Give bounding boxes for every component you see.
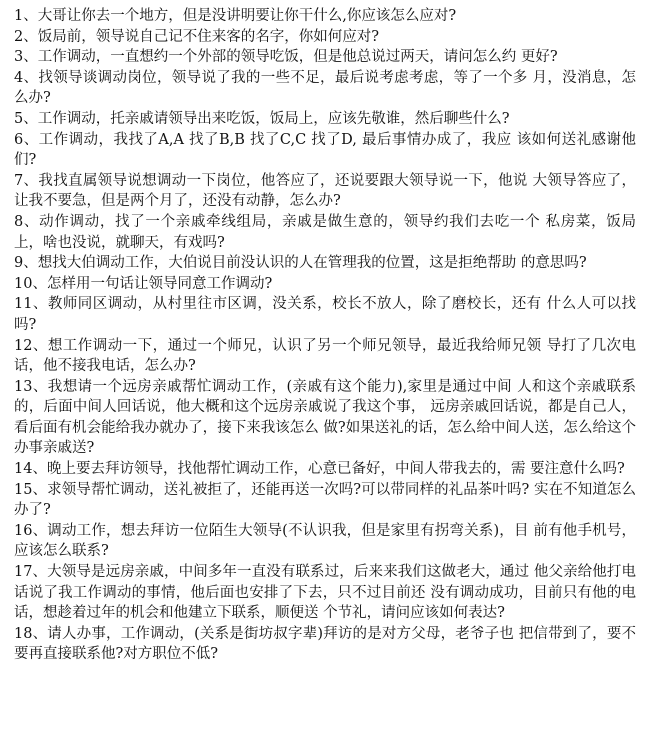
list-item: 4、找领导谈调动岗位，领导说了我的一些不足，最后说考虑考虑，等了一个多 月，没消息，怎么办? bbox=[14, 69, 636, 107]
list-item: 3、工作调动，一直想约一个外部的领导吃饭，但是他总说过两天，请问怎么约 更好? bbox=[14, 49, 558, 66]
list-item: 2、饭局前，领导说自己记不住来客的名字，你如何应对? bbox=[14, 28, 379, 45]
list-item: 15、求领导帮忙调动，送礼被拒了，还能再送一次吗?可以带同样的礼品茶叶吗? 实在不知道怎么办了? bbox=[14, 481, 636, 519]
list-item: 11、教师同区调动，从村里往市区调，没关系，校长不放人，除了磨校长，还有 什么人可以找吗? bbox=[14, 296, 636, 333]
list-item: 14、晚上要去拜访领导，找他帮忙调动工作，心意已备好，中间人带我去的，需 要注意什么吗? bbox=[14, 461, 625, 478]
list-item: 16、调动工作，想去拜访一位陌生大领导(不认识我，但是家里有拐弯关系)，目 前有他手机号，应该怎么联系? bbox=[14, 522, 636, 560]
list-item: 12、想工作调动一下，通过一个师兄，认识了另一个师兄领导，最近我给师兄领 导打了几次电话，他不接我电话，怎么办? bbox=[14, 337, 636, 375]
list-item: 10、怎样用一句话让领导同意工作调动? bbox=[14, 275, 273, 292]
list-item: 13、我想请一个远房亲戚帮忙调动工作，(亲戚有这个能力),家里是通过中间 人和这个亲戚联系的，后面中间人回话说，他大概和这个远房亲戚说了我这个事， 远房亲戚回话说，都是自己人，看后面有机会能给我办就办了，接下来我该怎么 做?如果送礼的话，怎么给中间人送，怎么给这个办事亲戚送? bbox=[14, 378, 636, 457]
list-item: 7、我找直属领导说想调动一下岗位，他答应了，还说要跟大领导说一下，他说 大领导答应了，让我不要急，但是两个月了，还没有动静，怎么办? bbox=[14, 172, 636, 210]
list-item: 6、工作调动，我找了A,A 找了B,B 找了C,C 找了D, 最后事情办成了，我应 该如何送礼感谢他们? bbox=[14, 131, 636, 169]
list-item: 18、请人办事，工作调动，(关系是街坊叔字辈)拜访的是对方父母，老爷子也 把信带到了，要不要再直接联系他?对方职位不低? bbox=[14, 625, 636, 663]
list-item: 17、大领导是远房亲戚，中间多年一直没有联系过，后来来我们这做老大，通过 他父亲给他打电话说了我工作调动的事情，他后面也安排了下去，只不过目前还 没有调动成功，目前只有他的电话，想趁着过年的机会和他建立下联系，顺便送 个节礼，请问应该如何表达? bbox=[14, 564, 636, 622]
list-item: 8、动作调动，找了一个亲戚牵线组局，亲戚是做生意的，领导约我们去吃一个 私房菜，饭局上，啥也没说，就聊天，有戏吗? bbox=[14, 213, 636, 251]
list-item: 5、工作调动，托亲戚请领导出来吃饭，饭局上，应该先敬谁，然后聊些什么? bbox=[14, 110, 510, 127]
list-item: 9、想找大伯调动工作，大伯说目前没认识的人在管理我的位置，这是拒绝帮助 的意思吗? bbox=[14, 255, 587, 272]
list-item: 1、大哥让你去一个地方，但是没讲明要让你干什么,你应该怎么应对? bbox=[14, 8, 457, 24]
